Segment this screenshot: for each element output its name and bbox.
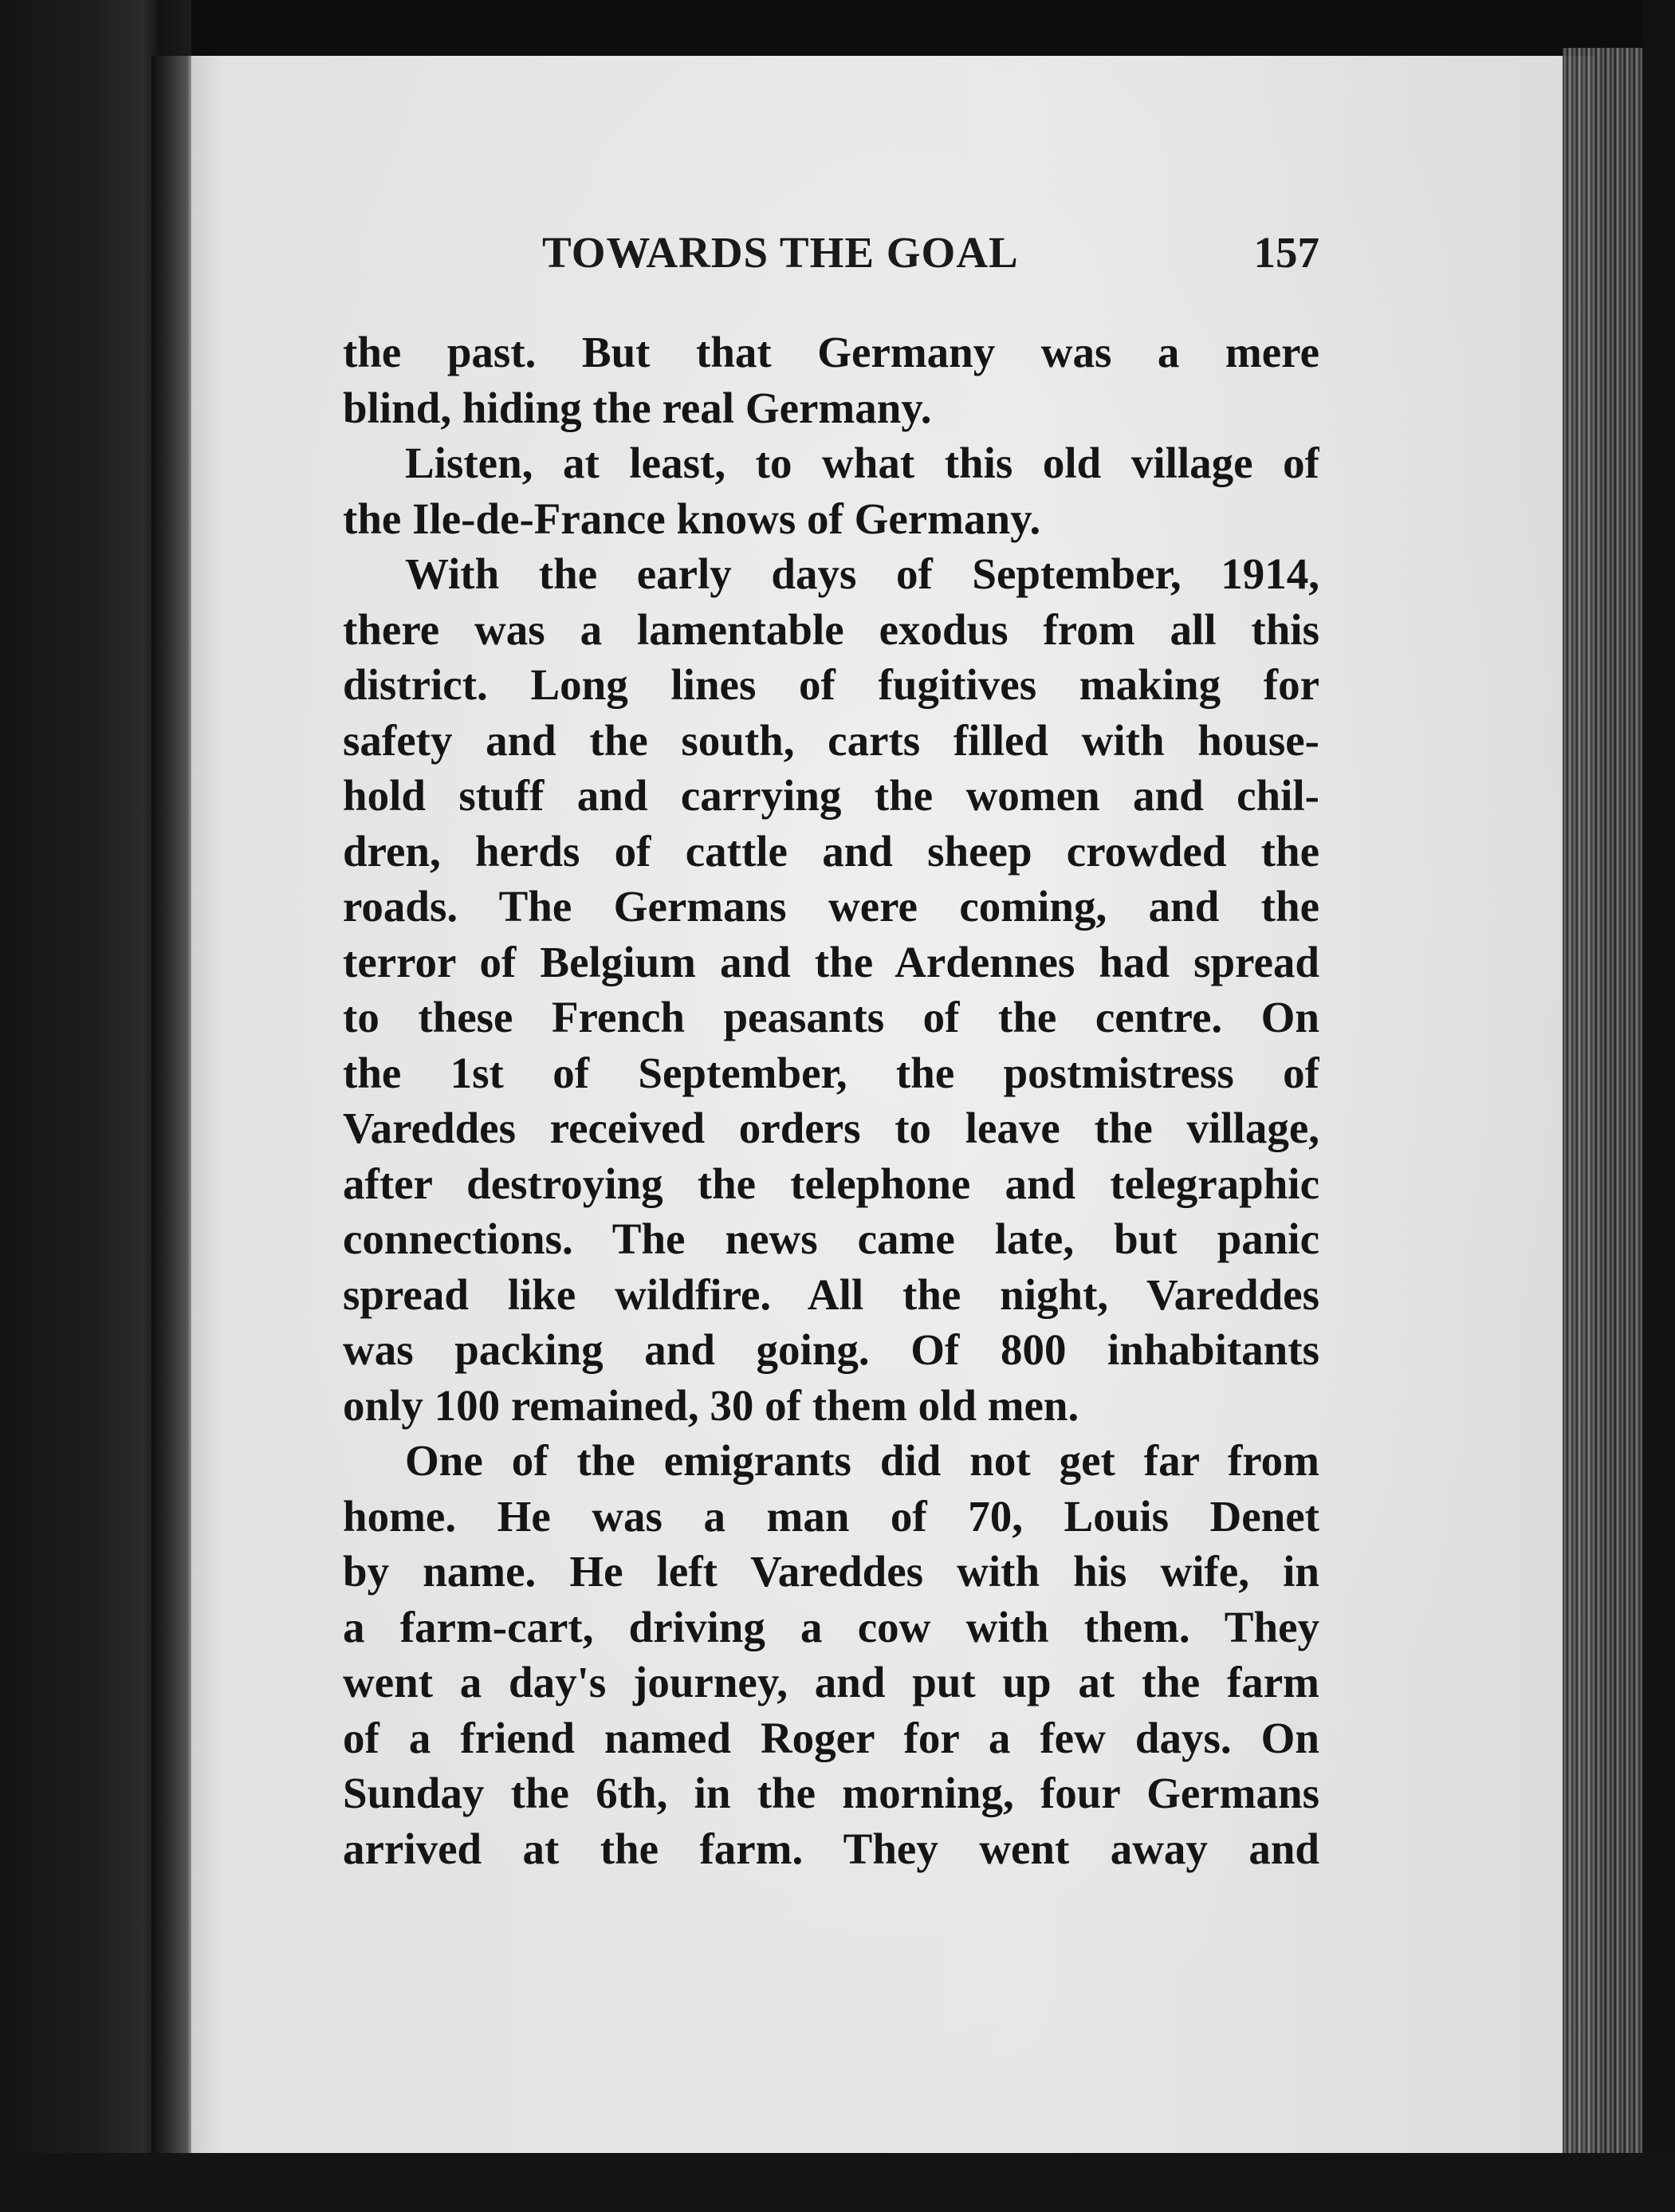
text-line: of a friend named Roger for a few days. On <box>343 1713 1319 1762</box>
text-line: roads. The Germans were coming, and the <box>343 882 1319 931</box>
book-gutter <box>151 56 191 2161</box>
running-head <box>343 227 1319 283</box>
body-text <box>343 325 1319 1876</box>
text-line: hold stuff and carrying the women and chil- <box>343 771 1319 820</box>
scan-top-border <box>0 0 1675 56</box>
paragraph <box>343 435 1319 546</box>
paragraph <box>343 325 1319 435</box>
text-line: the past. But that Germany was a mere <box>343 328 1319 376</box>
text-line: Listen, at least, to what this old village of <box>405 439 1319 487</box>
scan-right-border <box>1642 0 1675 2212</box>
paragraph <box>343 1433 1319 1876</box>
text-line: a farm-cart, driving a cow with them. They <box>343 1602 1319 1651</box>
text-line: blind, hiding the real Germany. <box>343 383 932 432</box>
text-line: connections. The news came late, but panic <box>343 1214 1319 1263</box>
text-line: the 1st of September, the postmistress of <box>343 1048 1319 1097</box>
text-line: safety and the south, carts filled with house- <box>343 715 1319 765</box>
paragraph <box>343 546 1319 1433</box>
text-line: dren, herds of cattle and sheep crowded the <box>343 826 1319 876</box>
text-line: terror of Belgium and the Ardennes had spread <box>343 937 1319 986</box>
text-line: Sunday the 6th, in the morning, four Germans <box>343 1769 1319 1817</box>
text-line: arrived at the farm. They went away and <box>343 1824 1319 1873</box>
text-line: home. He was a man of 70, Louis Denet <box>343 1491 1319 1541</box>
text-line: district. Long lines of fugitives making for <box>343 660 1319 709</box>
running-head-title: TOWARDS THE GOAL <box>542 228 1019 277</box>
text-line: by name. He left Vareddes with his wife, in <box>343 1547 1319 1596</box>
text-line: was packing and going. Of 800 inhabitants <box>343 1325 1319 1374</box>
text-line: With the early days of September, 1914, <box>405 549 1319 598</box>
text-line: after destroying the telephone and telegraphic <box>343 1159 1319 1208</box>
text-line: went a day's journey, and put up at the farm <box>343 1658 1319 1706</box>
text-line: One of the emigrants did not get far from <box>405 1436 1319 1485</box>
text-line: the Ile-de-France knows of Germany. <box>343 494 1041 543</box>
text-line: only 100 remained, 30 of them old men. <box>343 1380 1079 1430</box>
text-line: Vareddes received orders to leave the village, <box>343 1104 1319 1152</box>
scan-bottom-border <box>0 2153 1675 2212</box>
text-line: there was a lamentable exodus from all this <box>343 604 1319 654</box>
text-line: to these French peasants of the centre. On <box>343 993 1319 1041</box>
page-number: 157 <box>1253 228 1319 277</box>
text-line: spread like wildfire. All the night, Vareddes <box>343 1269 1319 1319</box>
